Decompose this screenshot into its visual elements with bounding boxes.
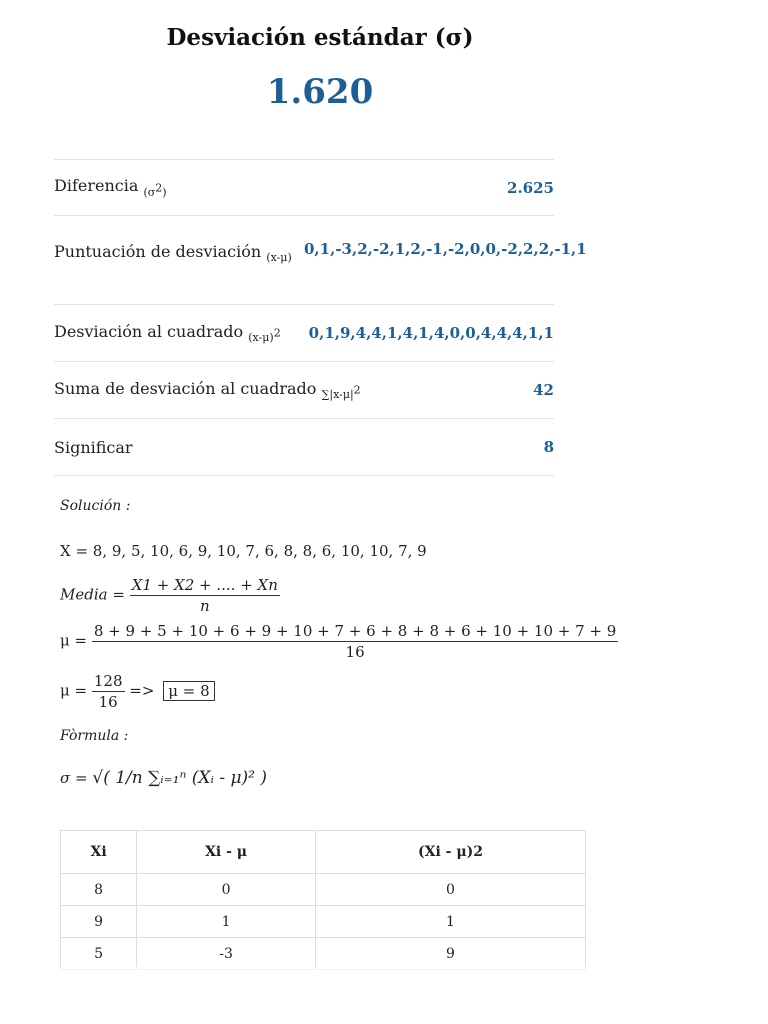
stat-row-cuadrado [54, 305, 554, 362]
sigma-expression: √( 1/n ∑ᵢ₌₁ⁿ (Xᵢ - μ)² ) [92, 768, 267, 788]
result-value: 1.620 [266, 72, 374, 112]
sum-numerator: 8 + 9 + 5 + 10 + 6 + 9 + 10 + 7 + 6 + 8 + 8 + 6 + 10 + 10 + 7 + 9 [93, 622, 617, 640]
stat-value-suma: 42 [533, 381, 554, 399]
media-fraction [130, 576, 280, 615]
table-cell: 9 [315, 938, 585, 970]
stat-row-puntuacion [54, 216, 587, 305]
mean-result-box: μ = 8 [163, 681, 214, 701]
formula-heading: Fòrmula : [60, 728, 129, 744]
sigma-formula [60, 768, 267, 788]
table-cell: -3 [137, 938, 316, 970]
mu-equals: μ = [60, 631, 88, 650]
table-cell: 1 [315, 906, 585, 938]
stat-row-suma [54, 362, 554, 419]
table-cell: 0 [137, 874, 316, 906]
ratio-numerator: 128 [93, 672, 123, 690]
col-header-xi-mu-squared: (Xi - μ)2 [315, 831, 585, 874]
table-cell: 1 [137, 906, 316, 938]
deviation-table [60, 830, 586, 970]
sigma-equals: σ = [60, 769, 88, 787]
ratio-denominator: 16 [98, 693, 118, 711]
ratio-fraction [92, 672, 125, 711]
table-header-row [61, 831, 586, 874]
table-row [61, 874, 586, 906]
stats-list [54, 159, 587, 476]
media-denominator: n [199, 597, 210, 615]
x-values: X = 8, 9, 5, 10, 6, 9, 10, 7, 6, 8, 8, 6, 10, 10, 7, 9 [60, 542, 427, 560]
arrow: => [129, 681, 155, 700]
col-header-xi-mu: Xi - μ [137, 831, 316, 874]
stat-value-diferencia: 2.625 [507, 178, 554, 197]
stat-label-puntuacion: Puntuación de desviación $_{(x-\mu)}$ [54, 242, 292, 265]
col-header-xi: Xi [61, 831, 137, 874]
sum-denominator: 16 [345, 643, 365, 661]
stat-label-diferencia: Diferencia $_{(\sigma^2)}$ [54, 176, 167, 199]
stat-value-puntuacion: 0,1,-3,2,-2,1,2,-1,-2,0,0,-2,2,2,-1,1 [304, 240, 587, 258]
sum-fraction [92, 622, 618, 661]
table-cell: 9 [61, 906, 137, 938]
table-cell: 0 [315, 874, 585, 906]
mu-equals: μ = [60, 681, 88, 700]
stat-value-cuadrado: 0,1,9,4,4,1,4,1,4,0,0,4,4,4,1,1 [308, 324, 554, 342]
mean-sum [60, 622, 618, 661]
media-label: Media = [60, 585, 125, 604]
mean-result [60, 672, 215, 711]
table-fade [60, 962, 586, 974]
stat-label-media: Significar [54, 437, 133, 457]
stat-value-media: 8 [543, 438, 554, 456]
stat-row-diferencia [54, 160, 554, 216]
table-cell: 8 [61, 874, 137, 906]
solution-heading: Solución : [60, 498, 131, 514]
stat-label-suma: Suma de desviación al cuadrado $_{\sum|x-\mu|^2}$ [54, 378, 361, 402]
result-title: Desviación estándar (σ) [166, 24, 474, 51]
stat-row-media [54, 419, 554, 476]
stat-label-cuadrado: Desviación al cuadrado $_{(x-\mu)^2}$ [54, 321, 281, 345]
table-cell: 5 [61, 938, 137, 970]
media-formula [60, 576, 280, 615]
table-row [61, 906, 586, 938]
media-numerator: X1 + X2 + .... + Xn [131, 576, 278, 594]
